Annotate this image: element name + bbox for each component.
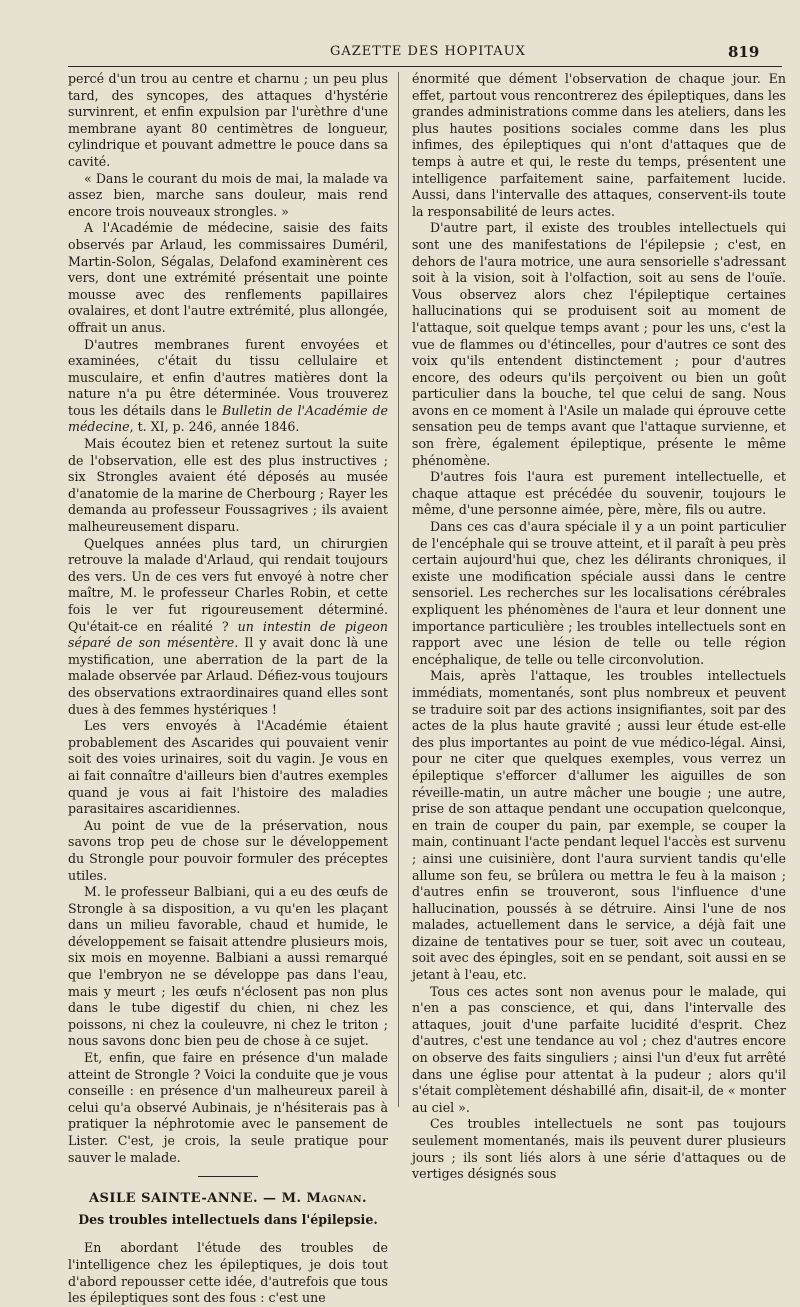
- paragraph: Les vers envoyés à l'Académie étaient probablement des Ascarides qui pouvaient venir soit des voies urinaires, soit du vagin. Je vous en ai fait connaître d'ailleurs bien d'autres exemples quand je vous ai fait l'histoire des maladies parasitaires ascaridiennes.: [68, 718, 388, 817]
- paragraph: M. le professeur Balbiani, qui a eu des œufs de Strongle à sa disposition, a vu qu'en les plaçant dans un milieu favorable, chaud et humide, le développement se faisait attendre plusieurs mois, six mois en moyenne. Balbiani a aussi remarqué que l'embryon ne se développe pas dans l'eau, mais y meurt ; les œufs n'éclosent pas non plus dans le tube digestif du chien, ni chez les poissons, ni chez la couleuvre, ni chez le triton ; nous savons donc bien peu de chose à ce sujet.: [68, 884, 388, 1049]
- journal-title: GAZETTE DES HOPITAUX: [330, 44, 526, 59]
- right-column: [412, 71, 786, 1183]
- paragraph: [68, 337, 388, 437]
- paragraph: énormité que dément l'observation de chaque jour. En effet, partout vous rencontrerez des épileptiques, dans les grandes administrations comme dans les ateliers, dans les plus hautes positions sociales comme dans les plus infimes, des épileptiques qui n'ont d'attaques que de temps à autre et qui, le reste du temps, présentent une intelligence parfaitement saine, parfaitement lucide. Aussi, dans l'intervalle des attaques, conservent-ils toute la responsabilité de leurs actes.: [412, 71, 786, 219]
- paragraph: Ces troubles intellectuels ne sont pas toujours seulement momentanés, mais ils peuvent durer plusieurs jours ; ils sont liés alors à une série d'attaques ou de vertiges désignés sous: [412, 1116, 786, 1182]
- paragraph: Tous ces actes sont non avenus pour le malade, qui n'en a pas conscience, et qui, dans l'intervalle des attaques, jouit d'une parfaite lucidité d'esprit. Chez d'autres, c'est une tendance au vol ; chez d'autres encore on observe des faits singuliers ; ainsi l'un d'eux fut arrêté dans une église pour attentat à la pudeur ; alors qu'il s'était complètement déshabillé afin, disait-il, de « monter au ciel ».: [412, 983, 786, 1115]
- text-run: , t. XI, p. 246, année 1846.: [129, 419, 300, 435]
- text-run: Quelques années plus tard, un chirurgien retrouve la malade d'Arlaud, qui rendait toujours des vers. Un de ces vers fut envoyé à notre cher maître, M. le professeur Charles Robin, et cette fois le ver fut rigoureusement déterminé. Qu'était-ce en réalité ?: [68, 535, 388, 634]
- paragraph: Mais, après l'attaque, les troubles intellectuels immédiats, momentanés, sont plus nombreux et peuvent se traduire soit par des actions insignifiantes, soit par des actes de la plus haute gravité ; aussi leur étude est-elle des plus importantes au point de vue médico-légal. Ainsi, pour ne citer que quelques exemples, vous verrez un épileptique s'efforcer d'allumer les aiguilles de son réveille-matin, un autre mâcher une bougie ; une autre, prise de son attaque pendant une occupation quelconque, en train de couper du pain, par exemple, se couper la main, continuant l'acte pendant lequel l'accès est survenu ; ainsi une cuisinière, dont l'aura survient tandis qu'elle allume son feu, se brûlera ou mettra le feu à la maison ; d'autres enfin se trouveront, sous l'influence d'une hallucination, poussés à se détruire. Ainsi l'une de nos malades, actuellement dans le service, a déjà fait une dizaine de tentatives pour se tuer, soit avec un couteau, soit avec des épingles, soit en se pendant, soit aussi en se jetant à l'eau, etc.: [412, 668, 786, 983]
- italic-reference: Bulletin de l'Académie de médecine: [68, 402, 388, 435]
- section-rule: [198, 1176, 258, 1177]
- section-heading: ASILE SAINTE-ANNE. — M. Magnan.: [88, 1191, 368, 1207]
- paragraph: « Dans le courant du mois de mai, la malade va assez bien, marche sans douleur, mais rend encore trois nouveaux strongles. »: [68, 170, 388, 219]
- paragraph: [68, 536, 388, 719]
- paragraph: A l'Académie de médecine, saisie des faits observés par Arlaud, les commissaires Duméril, Martin-Solon, Ségalas, Delafond examinèrent ces vers, dont une extrémité présentait une pointe mousse avec des renflements papillaires ovalaires, et dont l'autre extrémité, plus allongée, offrait un anus.: [68, 220, 388, 335]
- section-subtitle: Des troubles intellectuels dans l'épilepsie.: [78, 1211, 378, 1227]
- paragraph: D'autres fois l'aura est purement intellectuelle, et chaque attaque est précédée du souvenir, toujours le même, d'une personne aimée, père, mère, fils ou autre.: [412, 469, 786, 518]
- left-column: [68, 71, 388, 1307]
- header-rule: [68, 66, 782, 67]
- paragraph: Dans ces cas d'aura spéciale il y a un point particulier de l'encéphale qui se trouve atteint, et il paraît à peu près certain aujourd'hui que, chez les délirants chroniques, il existe une modification spéciale aussi dans le centre sensoriel. Les recherches sur les localisations cérébrales expliquent les phénomènes de l'aura et leur donnent une importance particulière ; les troubles intellectuels sont en rapport avec une lésion de telle ou telle région encéphalique, de telle ou telle circonvolution.: [412, 519, 786, 667]
- section-author: Magnan: [306, 1191, 363, 1207]
- running-header: [0, 40, 800, 64]
- column-divider: [398, 72, 399, 1107]
- paragraph: percé d'un trou au centre et charnu ; un peu plus tard, des syncopes, des attaques d'hystérie survinrent, et enfin expulsion par l'urèthre d'une membrane ayant 80 centimètres de longueur, cylindrique et pouvant admettre le pouce dans sa cavité.: [68, 71, 388, 169]
- page-number: 819: [728, 43, 760, 61]
- text-run: D'autres membranes furent envoyées et examinées, c'était du tissu cellulaire et musculaire, et enfin d'autres matières dont la nature n'a pu être déterminée. Vous trouverez tous les détails dans le: [68, 336, 388, 418]
- paragraph: Et, enfin, que faire en présence d'un malade atteint de Strongle ? Voici la conduite que je vous conseille : en présence d'un malheureux pareil à celui qu'a observé Aubinais, je n'hésiterais pas à pratiquer la néphrotomie avec le pansement de Lister. C'est, je crois, la seule pratique pour sauver le malade.: [68, 1050, 388, 1165]
- italic-phrase: un intestin de pigeon séparé de son mésentère: [68, 618, 388, 651]
- paragraph: Au point de vue de la préservation, nous savons trop peu de chose sur le développement du Strongle pour pouvoir formuler des préceptes utiles.: [68, 817, 388, 883]
- section-heading-text: ASILE SAINTE-ANNE. — M.: [88, 1191, 307, 1207]
- paragraph: En abordant l'étude des troubles de l'intelligence chez les épileptiques, je dois tout d'abord repousser cette idée, d'autrefois que tous les épileptiques sont des fous : c'est une: [68, 1240, 388, 1306]
- paragraph: D'autre part, il existe des troubles intellectuels qui sont une des manifestations de l'épilepsie ; c'est, en dehors de l'aura motrice, une aura sensorielle s'adressant soit à la vision, soit à l'olfaction, soit au sens de l'ouïe. Vous observez alors chez l'épileptique certaines hallucinations qui se produisent soit au moment de l'attaque, soit quelque temps avant ; pour les uns, c'est la vue de flammes ou d'étincelles, pour d'autres ce sont des voix qu'ils entendent distinctement ; pour d'autres encore, des odeurs qu'ils perçoivent ou bien un goût particulier dans la bouche, tel que celui de sang. Nous avons en ce moment à l'Asile un malade qui éprouve cette sensation peu de temps avant que l'attaque survienne, et son frère, également épileptique, présente le même phénomène.: [412, 220, 786, 468]
- paragraph: Mais écoutez bien et retenez surtout la suite de l'observation, elle est des plus instructives ; six Strongles avaient été déposés au musée d'anatomie de la marine de Cherbourg ; Rayer les demanda au professeur Foussagrives ; ils avaient malheureusement disparu.: [68, 436, 388, 535]
- text-run: . Il y avait donc là une mystification, une aberration de la part de la malade observée par Arlaud. Défiez-vous toujours des observations extraordinaires quand elles sont dues à des femmes hystériques !: [68, 635, 388, 717]
